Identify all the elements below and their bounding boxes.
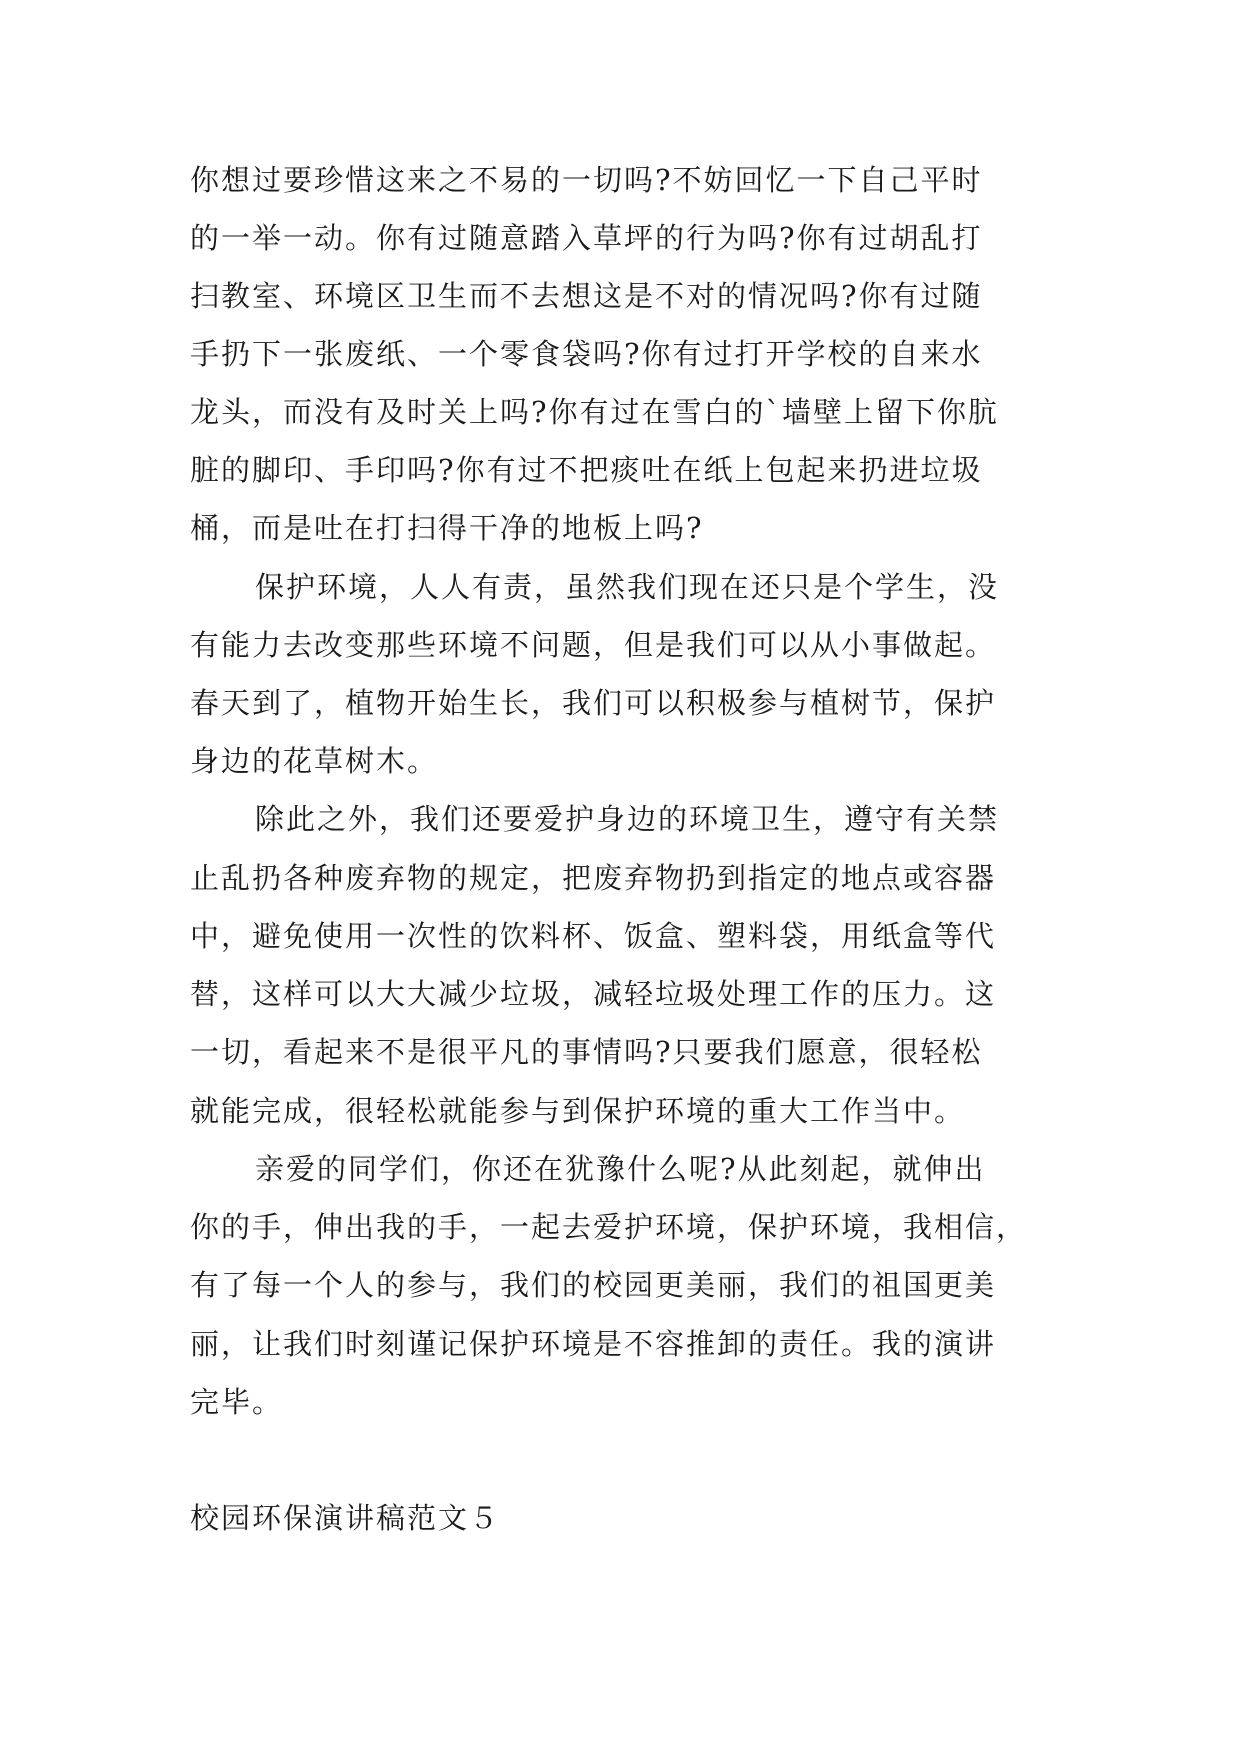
paragraph-3-line-3: 中，避免使用一次性的饮料杯、饭盒、塑料袋，用纸盒等代 (190, 919, 997, 953)
paragraph-4-line-2: 你的手，伸出我的手，一起去爱护环境，保护环境，我相信， (190, 1210, 1028, 1244)
paragraph-1-line-2: 的一举一动。你有过随意踏入草坪的行为吗?你有过胡乱打 (190, 221, 983, 255)
paragraph-1-line-3: 扫教室、环境区卫生而不去想这是不对的情况吗?你有过随 (190, 279, 983, 313)
paragraph-3-line-1: 除此之外，我们还要爱护身边的环境卫生，遵守有关禁 (255, 802, 1000, 836)
paragraph-4-line-3: 有了每一个人的参与，我们的校园更美丽，我们的祖国更美 (190, 1268, 997, 1302)
paragraph-4-line-1: 亲爱的同学们，你还在犹豫什么呢?从此刻起，就伸出 (255, 1152, 986, 1186)
paragraph-1-line-5: 龙头，而没有及时关上吗?你有过在雪白的`墙壁上留下你肮 (190, 395, 1000, 429)
paragraph-2-line-2: 有能力去改变那些环境不问题，但是我们可以从小事做起。 (190, 628, 997, 662)
paragraph-3-line-4: 替，这样可以大大减少垃圾，减轻垃圾处理工作的压力。这 (190, 977, 997, 1011)
paragraph-1-line-1: 你想过要珍惜这来之不易的一切吗?不妨回忆一下自己平时 (190, 163, 983, 197)
paragraph-3-line-6: 就能完成，很轻松就能参与到保护环境的重大工作当中。 (190, 1094, 966, 1128)
paragraph-1-line-6: 脏的脚印、手印吗?你有过不把痰吐在纸上包起来扔进垃圾 (190, 453, 983, 487)
paragraph-2-line-1: 保护环境，人人有责，虽然我们现在还只是个学生，没 (255, 570, 1000, 604)
section-heading: 校园环保演讲稿范文５ (190, 1501, 501, 1535)
paragraph-4-line-4: 丽，让我们时刻谨记保护环境是不容推卸的责任。我的演讲 (190, 1327, 997, 1361)
paragraph-3-line-2: 止乱扔各种废弃物的规定，把废弃物扔到指定的地点或容器 (190, 861, 997, 895)
paragraph-4-line-5: 完毕。 (190, 1385, 284, 1419)
paragraph-3-line-5: 一切，看起来不是很平凡的事情吗?只要我们愿意，很轻松 (190, 1035, 983, 1069)
paragraph-2-line-3: 春天到了，植物开始生长，我们可以积极参与植树节，保护 (190, 686, 997, 720)
paragraph-2-line-4: 身边的花草树木。 (190, 744, 439, 778)
paragraph-1-line-7: 桶，而是吐在打扫得干净的地板上吗? (190, 511, 704, 545)
paragraph-1-line-4: 手扔下一张废纸、一个零食袋吗?你有过打开学校的自来水 (190, 337, 983, 371)
